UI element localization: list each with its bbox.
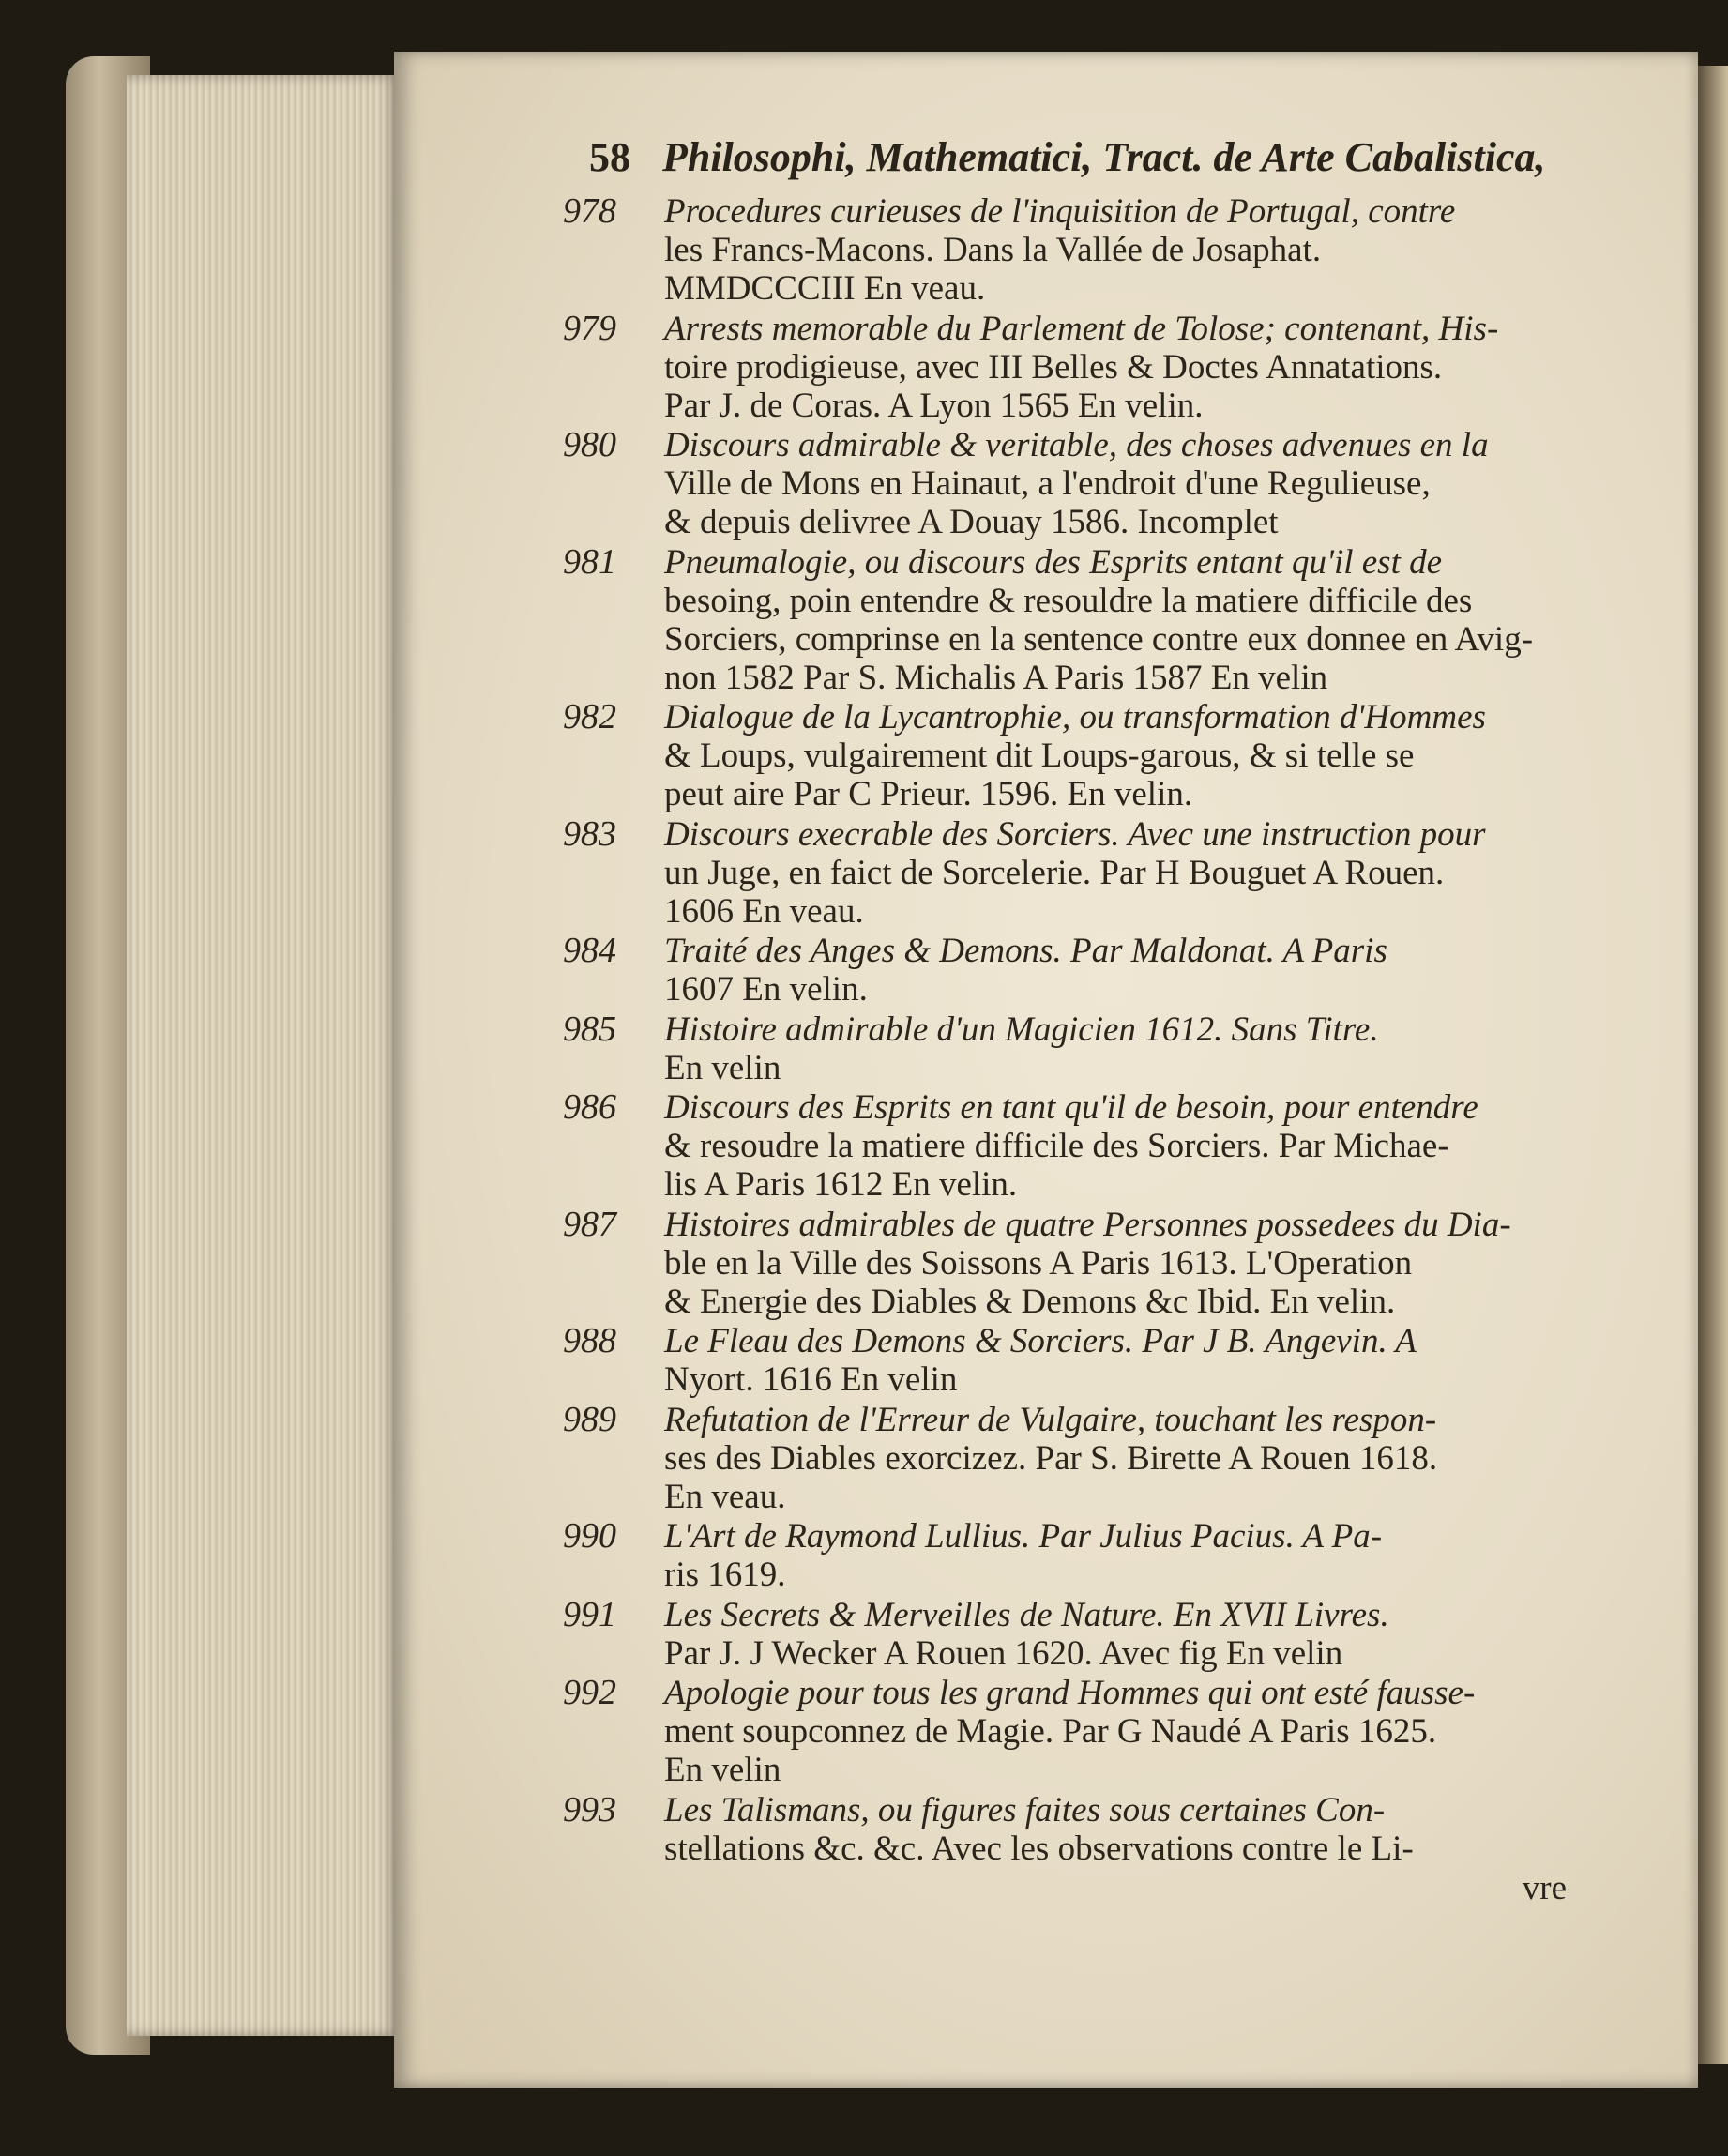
entry-number: 985 xyxy=(563,1009,616,1049)
entry-text-line: En velin xyxy=(664,1751,781,1789)
entry-text-line: Apologie pour tous les grand Hommes qui ont esté fausse- xyxy=(664,1674,1476,1712)
entry-text-line: Arrests memorable du Parlement de Tolose; contenant, His- xyxy=(664,309,1499,348)
entry-text-line: L'Art de Raymond Lullius. Par Julius Pacius. A Pa- xyxy=(664,1517,1383,1556)
entry-text-line: Les Talismans, ou figures faites sous certaines Con- xyxy=(664,1790,1386,1830)
catalogue-entries xyxy=(563,192,1576,1909)
catalogue-entry xyxy=(563,1088,1576,1204)
entry-text-line: 1607 En velin. xyxy=(664,970,868,1009)
entry-number: 989 xyxy=(563,1399,616,1439)
entry-number: 988 xyxy=(563,1321,616,1360)
entry-text-line: ris 1619. xyxy=(664,1556,786,1594)
entry-text-line: toire prodigieuse, avec III Belles & Doctes Annatations. xyxy=(664,347,1443,387)
entry-number: 984 xyxy=(563,931,616,970)
entry-text-line: Sorciers, comprinse en la sentence contre eux donnee en Avig- xyxy=(664,619,1534,659)
entry-text-line: Procedures curieuses de l'inquisition de Portugal, contre xyxy=(664,192,1456,231)
entry-text-line: Par J. J Wecker A Rouen 1620. Avec fig En velin xyxy=(664,1633,1343,1673)
entry-text-line: ble en la Ville des Soissons A Paris 1613. L'Operation xyxy=(664,1243,1413,1283)
catalogue-entry xyxy=(563,1206,1576,1321)
entry-number: 990 xyxy=(563,1516,616,1556)
entry-number: 991 xyxy=(563,1594,616,1634)
catalogue-entry xyxy=(563,698,1576,813)
entry-text-line: Les Secrets & Merveilles de Nature. En XVII Livres. xyxy=(664,1595,1389,1634)
catalogue-entry xyxy=(563,1517,1576,1594)
entry-text-line: Histoire admirable d'un Magicien 1612. Sans Titre. xyxy=(664,1010,1379,1049)
catalogue-entry xyxy=(563,1322,1576,1399)
entry-number: 978 xyxy=(563,191,616,231)
entry-text-line: ses des Diables exorcizez. Par S. Birette A Rouen 1618. xyxy=(664,1438,1438,1478)
entry-text-line: Nyort. 1616 En velin xyxy=(664,1360,958,1399)
entry-text-line: 1606 En veau. xyxy=(664,891,864,931)
entry-number: 981 xyxy=(563,541,616,582)
entry-text-line: un Juge, en faict de Sorcelerie. Par H Bouguet A Rouen. xyxy=(664,853,1445,892)
catalogue-entry xyxy=(563,426,1576,541)
entry-text-line: peut aire Par C Prieur. 1596. En velin. xyxy=(664,775,1193,813)
running-header xyxy=(589,133,1565,181)
entry-number: 986 xyxy=(563,1087,616,1127)
entry-number: 992 xyxy=(563,1673,616,1712)
entry-text-line: Pneumalogie, ou discours des Esprits entant qu'il est de xyxy=(664,542,1443,582)
catalogue-entry xyxy=(563,192,1576,308)
entry-number: 983 xyxy=(563,813,616,854)
entry-text-line: Discours execrable des Sorciers. Avec une instruction pour xyxy=(664,814,1486,854)
entry-text-line: MMDCCCIII En veau. xyxy=(664,269,986,308)
page-edges xyxy=(127,75,399,2036)
entry-text-line: & Energie des Diables & Demons &c Ibid. En velin. xyxy=(664,1282,1396,1321)
catalogue-entry xyxy=(563,1674,1576,1789)
entry-text-line: & resoudre la matiere difficile des Sorciers. Par Michae- xyxy=(664,1127,1449,1165)
catalogue-entry xyxy=(563,932,1576,1009)
catalogue-entry xyxy=(563,1401,1576,1516)
entry-text-line: En veau. xyxy=(664,1477,786,1516)
entry-number: 982 xyxy=(563,697,616,736)
entry-text-line: Discours admirable & veritable, des choses advenues en la xyxy=(664,426,1489,464)
entry-number: 987 xyxy=(563,1204,616,1244)
catalogue-entry xyxy=(563,1010,1576,1087)
entry-text-line: non 1582 Par S. Michalis A Paris 1587 En velin xyxy=(664,658,1328,697)
running-title: Philosophi, Mathematici, Tract. de Arte Cabalistica, xyxy=(662,134,1546,180)
entry-text-line: Histoires admirables de quatre Personnes possedees du Dia- xyxy=(664,1205,1511,1244)
entry-text-line: Ville de Mons en Hainaut, a l'endroit d'une Regulieuse, xyxy=(664,464,1431,503)
catalogue-entry xyxy=(563,1791,1576,1868)
entry-text-line: Discours des Esprits en tant qu'il de besoin, pour entendre xyxy=(664,1088,1478,1127)
entry-text-line: besoing, poin entendre & resouldre la matiere difficile des xyxy=(664,581,1473,620)
entry-text-line: & depuis delivree A Douay 1586. Incomplet xyxy=(664,503,1279,541)
entry-text-line: & Loups, vulgairement dit Loups-garous, & si telle se xyxy=(664,736,1415,775)
entry-text-line: Refutation de l'Erreur de Vulgaire, touchant les respon- xyxy=(664,1400,1437,1439)
catalogue-entry xyxy=(563,310,1576,425)
catalogue-entry xyxy=(563,1596,1576,1673)
entry-text-line: Le Fleau des Demons & Sorciers. Par J B. Angevin. A xyxy=(664,1322,1417,1360)
entry-number: 979 xyxy=(563,308,616,348)
entry-text-line: stellations &c. &c. Avec les observations contre le Li- xyxy=(664,1829,1414,1868)
entry-number: 980 xyxy=(563,425,616,464)
entry-text-line: Dialogue de la Lycantrophie, ou transformation d'Hommes xyxy=(664,698,1486,736)
entry-text-line: En velin xyxy=(664,1048,781,1087)
catalogue-entry xyxy=(563,815,1576,931)
facing-page-edge xyxy=(1698,66,1728,2064)
catalogue-entry xyxy=(563,543,1576,697)
page-number: 58 xyxy=(589,134,630,180)
entry-number: 993 xyxy=(563,1789,616,1830)
entry-text-line: Traité des Anges & Demons. Par Maldonat. A Paris xyxy=(664,932,1387,970)
entry-text-line: lis A Paris 1612 En velin. xyxy=(664,1165,1018,1204)
entry-text-line: ment soupconnez de Magie. Par G Naudé A Paris 1625. xyxy=(664,1712,1437,1751)
entry-text-line: les Francs-Macons. Dans la Vallée de Josaphat. xyxy=(664,231,1322,269)
entry-text-line: Par J. de Coras. A Lyon 1565 En velin. xyxy=(664,386,1204,425)
catchword: vre xyxy=(1522,1869,1567,1907)
